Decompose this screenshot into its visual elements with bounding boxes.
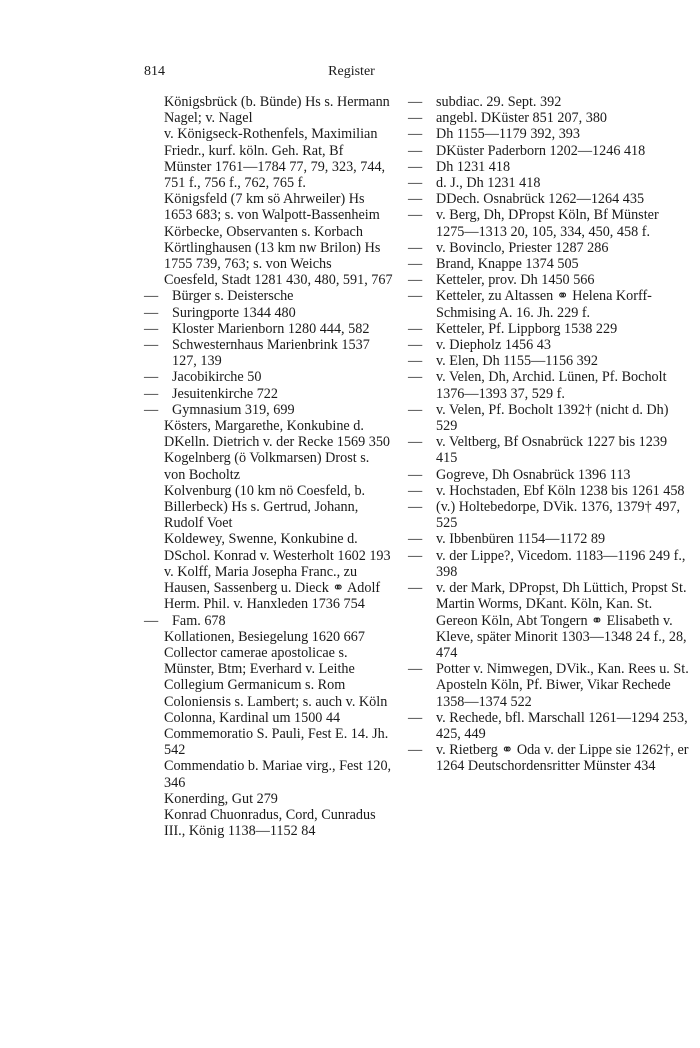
entry-text: v. Velen, Pf. Bocholt 1392† (nicht d. Dh) 529 (436, 401, 669, 435)
register-entry (408, 207, 690, 239)
entry-text: (v.) Holtebedorpe, DVik. 1376, 1379† 497, 525 (436, 499, 681, 532)
dash-marker: — (144, 401, 159, 418)
entry-text: v. Hochstaden, Ebf Köln 1238 bis 1261 458 (436, 482, 685, 499)
register-entry: Kolvenburg (10 km nö Coesfeld, b. Billerbeck) Hs s. Gertrud, Johann, Rudolf Voet (164, 482, 366, 532)
register-entry: Colonna, Kardinal um 1500 44 (164, 709, 341, 726)
register-entry (408, 272, 690, 288)
entry-text: Ketteler, Pf. Lippborg 1538 229 (436, 320, 618, 337)
register-entry: Königsfeld (7 km sö Ahrweiler) Hs 1653 683; s. von Walpott-Bassenheim (164, 191, 380, 224)
dash-marker: — (408, 126, 423, 143)
entry-text: Jesuitenkirche 722 (172, 385, 278, 402)
dash-marker: — (144, 304, 159, 321)
dash-marker: — (408, 207, 423, 224)
register-entry: v. Königseck-Rothenfels, Maximilian Friedr., kurf. köln. Geh. Rat, Bf Münster 1761—1784 77, 79, 323, 744, 751 f., 756 f., 762, 765 f. (164, 126, 386, 192)
entry-text: subdiac. 29. Sept. 392 (436, 94, 562, 110)
register-entry (408, 175, 690, 191)
left-column (144, 94, 394, 839)
register-entry (144, 613, 394, 629)
dash-marker: — (408, 661, 423, 678)
register-entry (408, 126, 690, 142)
entry-text: v. Rechede, bfl. Marschall 1261—1294 253, 425, 449 (436, 709, 688, 742)
dash-marker: — (408, 434, 423, 451)
entry-text: v. Diepholz 1456 43 (436, 337, 551, 354)
register-entry (144, 369, 394, 385)
register-entry (408, 483, 690, 499)
register-entry (408, 321, 690, 337)
dash-marker: — (408, 158, 423, 175)
dash-marker: — (144, 612, 159, 629)
register-entry: Collector camerae apostolicae s. Münster, Btm; Everhard v. Leithe (164, 644, 355, 678)
dash-marker: — (144, 288, 159, 305)
register-entry (408, 742, 690, 774)
register-entry (408, 499, 690, 531)
dash-marker: — (408, 320, 423, 337)
register-entry (144, 337, 394, 369)
entry-text: v. Berg, Dh, DPropst Köln, Bf Münster 1275—1313 20, 105, 334, 450, 458 f. (436, 207, 659, 240)
entry-text: Fam. 678 (172, 612, 226, 629)
register-entry (408, 580, 690, 661)
entry-text: Jacobikirche 50 (172, 369, 262, 386)
register-entry (408, 353, 690, 369)
register-entry (408, 661, 690, 710)
register-entry: Königsbrück (b. Bünde) Hs s. Hermann Nagel; v. Nagel (164, 94, 390, 127)
dash-marker: — (408, 482, 423, 499)
dash-marker: — (408, 256, 423, 273)
dash-marker: — (408, 369, 423, 386)
register-entry: Körtlinghausen (13 km nw Brilon) Hs 1755 739, 763; s. von Weichs (164, 239, 381, 273)
entry-text: Bürger s. Deistersche (172, 288, 294, 305)
register-entry (408, 369, 690, 401)
entry-text: d. J., Dh 1231 418 (436, 175, 541, 192)
dash-marker: — (408, 547, 423, 564)
register-entry: Kollationen, Besiegelung 1620 667 (164, 628, 365, 645)
register-entry (408, 159, 690, 175)
dash-marker: — (144, 337, 159, 354)
entry-text: Gogreve, Dh Osnabrück 1396 113 (436, 466, 631, 483)
entry-text: v. Bovinclo, Priester 1287 286 (436, 239, 609, 256)
register-entry (408, 256, 690, 272)
register-entry (408, 548, 690, 580)
entry-text: v. Ibbenbüren 1154—1172 89 (436, 531, 606, 548)
register-entry: v. Kolff, Maria Josepha Franc., zu Hausen, Sassenberg u. Dieck ⚭ Adolf Herm. Phil. v. Hanxleden 1736 754 (164, 563, 381, 613)
right-column (408, 94, 690, 775)
dash-marker: — (408, 466, 423, 483)
entry-text: DKüster Paderborn 1202—1246 418 (436, 142, 646, 159)
dash-marker: — (408, 742, 423, 759)
register-entry (408, 143, 690, 159)
entry-text: angebl. DKüster 851 207, 380 (436, 110, 608, 127)
register-entry (144, 402, 394, 418)
register-entry: Koldewey, Swenne, Konkubine d. DSchol. Konrad v. Westerholt 1602 193 (164, 531, 391, 564)
register-entry (144, 288, 394, 304)
register-entry: Konerding, Gut 279 (164, 790, 278, 807)
register-entry (408, 531, 690, 547)
entry-text: v. der Lippe?, Vicedom. 1183—1196 249 f., 398 (436, 547, 686, 580)
register-entry (408, 710, 690, 742)
dash-marker: — (408, 191, 423, 208)
register-entry: Commemoratio S. Pauli, Fest E. 14. Jh. 542 (164, 725, 389, 759)
running-title: Register (328, 64, 375, 79)
register-entry (408, 467, 690, 483)
register-entry: Kösters, Margarethe, Konkubine d. DKelln. Dietrich v. der Recke 1569 350 (164, 418, 391, 451)
register-entry (408, 337, 690, 353)
register-entry (408, 94, 690, 110)
register-entry: Körbecke, Observanten s. Korbach (164, 223, 363, 240)
register-entry: Konrad Chuonradus, Cord, Cunradus III., König 1138—1152 84 (164, 806, 376, 840)
entry-text: v. der Mark, DPropst, Dh Lüttich, Propst St. Martin Worms, DKant. Köln, Kan. St. Gereon Köln, Abt Tongern ⚭ Elisabeth v. Kleve, später Minorit 1303—1348 24 f., 28, 474 (436, 580, 687, 661)
dash-marker: — (408, 288, 423, 305)
dash-marker: — (408, 94, 423, 110)
register-entry: Coloniensis s. Lambert; s. auch v. Köln (164, 693, 388, 710)
entry-text: v. Veltberg, Bf Osnabrück 1227 bis 1239 415 (436, 434, 668, 467)
register-entry: Collegium Germanicum s. Rom (164, 677, 346, 694)
entry-text: v. Elen, Dh 1155—1156 392 (436, 353, 598, 370)
entry-text: Gymnasium 319, 699 (172, 401, 295, 418)
register-entry (408, 240, 690, 256)
dash-marker: — (408, 337, 423, 354)
entry-text: Dh 1155—1179 392, 393 (436, 126, 580, 143)
entry-text: v. Rietberg ⚭ Oda v. der Lippe sie 1262†, er 1264 Deutschordensritter Münster 434 (436, 742, 689, 775)
entry-text: Ketteler, zu Altassen ⚭ Helena Korff-Schmising A. 16. Jh. 229 f. (436, 288, 652, 321)
dash-marker: — (408, 580, 423, 597)
register-entry (408, 288, 690, 320)
page-number: 814 (144, 64, 165, 79)
entry-text: Schwesternhaus Marienbrink 1537 127, 139 (172, 337, 370, 370)
entry-text: Kloster Marienborn 1280 444, 582 (172, 320, 370, 337)
dash-marker: — (408, 709, 423, 726)
register-entry (408, 434, 690, 466)
register-entry (408, 191, 690, 207)
dash-marker: — (408, 239, 423, 256)
entry-text: Brand, Knappe 1374 505 (436, 256, 579, 273)
register-entry: Kogelnberg (ö Volkmarsen) Drost s. von Bocholtz (164, 450, 370, 483)
dash-marker: — (144, 320, 159, 337)
entry-text: DDech. Osnabrück 1262—1264 435 (436, 191, 645, 208)
dash-marker: — (144, 385, 159, 402)
entry-text: Ketteler, prov. Dh 1450 566 (436, 272, 595, 289)
entry-text: v. Velen, Dh, Archid. Lünen, Pf. Bocholt 1376—1393 37, 529 f. (436, 369, 667, 402)
dash-marker: — (408, 175, 423, 192)
dash-marker: — (408, 353, 423, 370)
register-entry (144, 305, 394, 321)
dash-marker: — (408, 110, 423, 127)
entry-text: Suringporte 1344 480 (172, 304, 296, 321)
dash-marker: — (408, 142, 423, 159)
dash-marker: — (408, 499, 423, 516)
register-entry (408, 402, 690, 434)
dash-marker: — (408, 531, 423, 548)
dash-marker: — (408, 272, 423, 289)
entry-text: Potter v. Nimwegen, DVik., Kan. Rees u. St. Aposteln Köln, Pf. Biwer, Vikar Rechede 1358—1374 522 (436, 661, 689, 710)
dash-marker: — (144, 369, 159, 386)
dash-marker: — (408, 401, 423, 418)
page-header (144, 64, 559, 84)
register-entry (408, 110, 690, 126)
register-entry: Commendatio b. Mariae virg., Fest 120, 346 (164, 758, 392, 791)
register-entry (144, 386, 394, 402)
register-entry (144, 321, 394, 337)
register-entry: Coesfeld, Stadt 1281 430, 480, 591, 767 (164, 272, 393, 289)
entry-text: Dh 1231 418 (436, 158, 511, 175)
